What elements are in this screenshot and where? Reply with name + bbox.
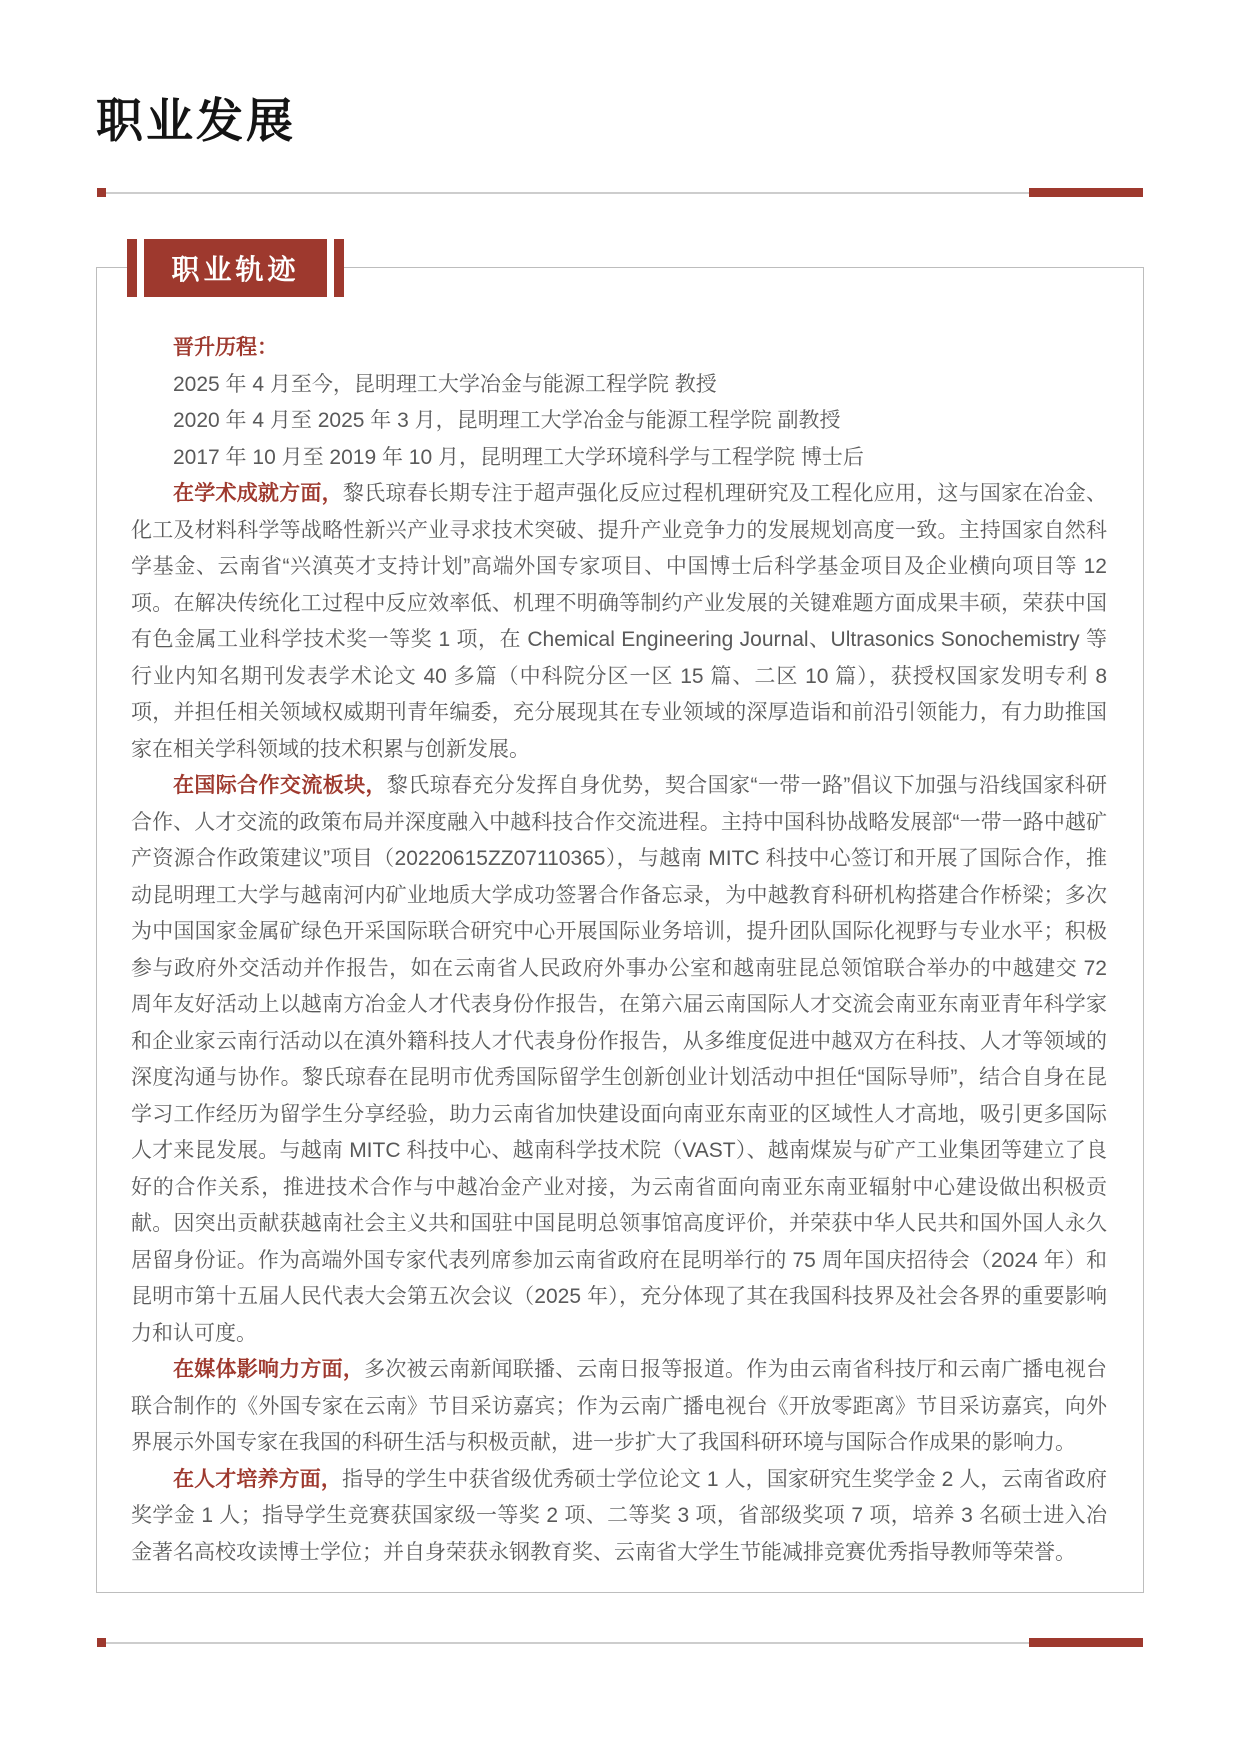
career-track-section [96,254,1144,1593]
paragraph-lead: 在国际合作交流板块， [173,774,387,797]
paragraph-text: 多次被云南新闻联播、云南日报等报道。作为由云南省科技厅和云南广播电视台联合制作的《外国专家在云南》节目采访嘉宾；作为云南广播电视台《开放零距离》节目采访嘉宾，向外界展示外国专家在我国的科研生活与积极贡献，进一步扩大了我国科研环境与国际合作成果的影响力。 [131,1358,1107,1454]
badge-left-stripe [137,239,144,297]
divider-left-square [97,1638,106,1647]
promotion-item: 2017 年 10 月至 2019 年 10 月，昆明理工大学环境科学与工程学院 博士后 [173,445,864,469]
paragraph-text: 黎氏琼春长期专注于超声强化反应过程机理研究及工程化应用，这与国家在冶金、化工及材料科学等战略性新兴产业寻求技术突破、提升产业竞争力的发展规划高度一致。主持国家自然科学基金、云南省“兴滇英才支持计划”高端外国专家项目、中国博士后科学基金项目及企业横向项目等 12 项。在解决传统化工过程中反应效率低、机理不明确等制约产业发展的关键难题方面成果丰硕，荣获中国有色金属工业科学技术奖一等奖 1 项，在 Chemical Engineering Journal、Ultrasonics Sonochemistry 等行业内知名期刊发表学术论文 40 多篇（中科院分区一区 15 篇、二区 10 篇），获授权国家发明专利 8 项，并担任相关领域权威期刊青年编委，充分展现其在专业领域的深厚造诣和前沿引领能力，有力助推国家在相关学科领域的技术积累与创新发展。 [131,482,1108,761]
career-paragraph [131,1462,1107,1572]
page-title: 职业发展 [96,94,296,147]
paragraph-lead: 在学术成就方面， [173,482,343,505]
bottom-divider [97,1638,1143,1647]
career-paragraph [131,476,1107,768]
promotion-item: 2020 年 4 月至 2025 年 3 月，昆明理工大学冶金与能源工程学院 副教授 [173,409,841,432]
paragraph-text: 黎氏琼春充分发挥自身优势，契合国家“一带一路”倡议下加强与沿线国家科研合作、人才交流的政策布局并深度融入中越科技合作交流进程。主持中国科协战略发展部“一带一路中越矿产资源合作政策建议”项目（20220615ZZ07110365），与越南 MITC 科技中心签订和开展了国际合作，推动昆明理工大学与越南河内矿业地质大学成功签署合作备忘录，为中越教育科研机构搭建合作桥梁；多次为中国国家金属矿绿色开采国际联合研究中心开展国际业务培训，提升团队国际化视野与专业水平；积极参与政府外交活动并作报告，如在云南省人民政府外事办公室和越南驻昆总领馆联合举办的中越建交 72 周年友好活动上以越南方冶金人才代表身份作报告，在第六届云南国际人才交流会南亚东南亚青年科学家和企业家云南行活动以在滇外籍科技人才代表身份作报告，从多维度促进中越双方在科技、人才等领域的深度沟通与协作。黎氏琼春在昆明市优秀国际留学生创新创业计划活动中担任“国际导师”，结合自身在昆学习工作经历为留学生分享经验，助力云南省加快建设面向南亚东南亚的区域性人才高地，吸引更多国际人才来昆发展。与越南 MITC 科技中心、越南科学技术院（VAST）、越南煤炭与矿产工业集团等建立了良好的合作关系，推进技术合作与中越冶金产业对接，为云南省面向南亚东南亚辐射中心建设做出积极贡献。因突出贡献获越南社会主义共和国驻中国昆明总领事馆高度评价，并荣获中华人民共和国外国人永久居留身份证。作为高端外国专家代表列席参加云南省政府在昆明举行的 75 周年国庆招待会（2024 年）和昆明市第十五届人民代表大会第五次会议（2025 年），充分体现了其在我国科技界及社会各界的重要影响力和认可度。 [131,774,1108,1345]
paragraph-lead: 在媒体影响力方面， [173,1358,365,1381]
promotion-item: 2025 年 4 月至今，昆明理工大学冶金与能源工程学院 教授 [173,372,717,396]
section-badge [127,239,344,297]
divider-line [106,1642,1029,1644]
career-paragraph [131,1352,1107,1462]
section-badge-label: 职业轨迹 [171,254,300,285]
career-paragraphs [131,476,1107,1571]
career-text-area [97,268,1143,1571]
divider-right-bar [1029,188,1143,197]
divider-left-square [97,188,106,197]
paragraph-lead: 在人才培养方面， [173,1467,342,1491]
promotion-list [131,367,1107,477]
badge-right-stripe [327,239,334,297]
promotion-heading: 晋升历程： [173,336,278,359]
career-paragraph [131,768,1107,1352]
paragraph-text: 指导的学生中获省级优秀硕士学位论文 1 人，国家研究生奖学金 2 人，云南省政府奖学金 1 人；指导学生竞赛获国家级一等奖 2 项、二等奖 3 项，省部级奖项 7 项，培养 3 名硕士进入冶金著名高校攻读博士学位；并自身荣获永钢教育奖、云南省大学生节能减排竞赛优秀指导教师等荣誉。 [131,1467,1108,1564]
divider-line [106,192,1029,194]
divider-right-bar [1029,1638,1143,1647]
top-divider [97,188,1143,197]
